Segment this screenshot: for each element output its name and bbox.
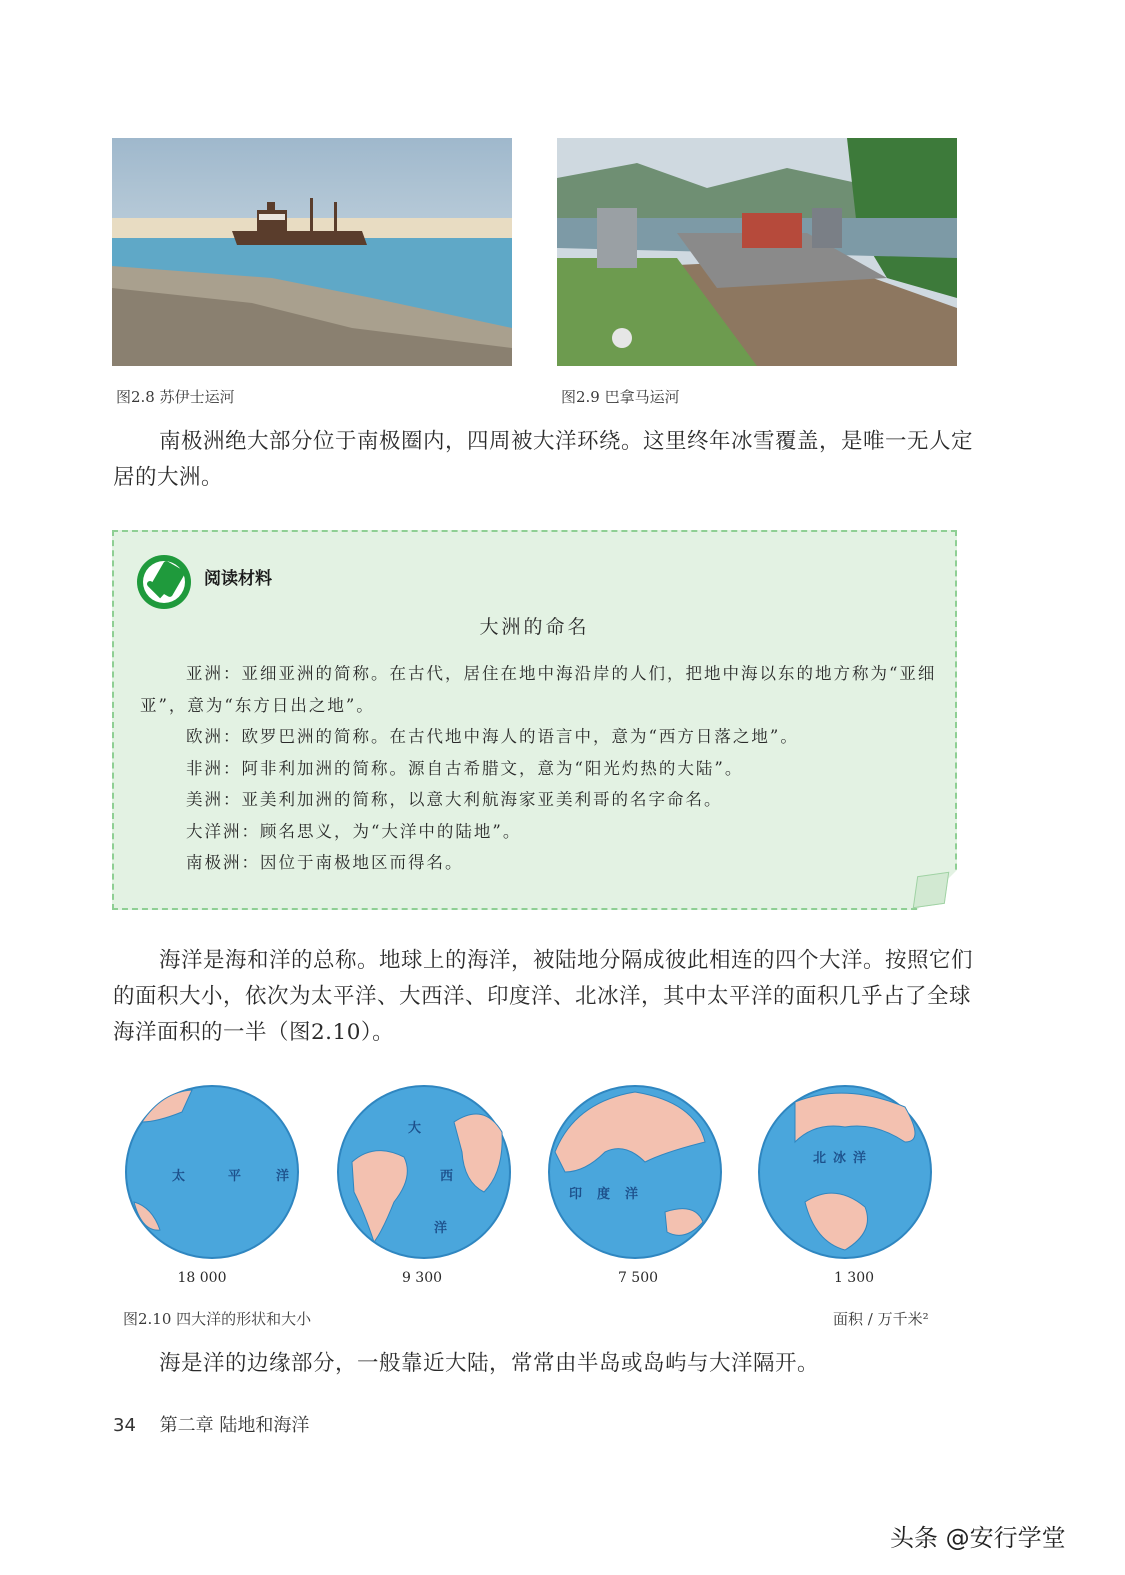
reading-line: 大洋洲：顾名思义，为“大洋中的陆地”。 <box>186 821 522 841</box>
seas-text: 海是洋的边缘部分，一般靠近大陆，常常由半岛或岛屿与大洋隔开。 <box>159 1351 820 1376</box>
chapter-title: 第二章 陆地和海洋 <box>159 1415 310 1436</box>
reading-box-body <box>140 658 940 879</box>
watermark: 头条 @安行学堂 <box>890 1524 1066 1552</box>
globe-area-value: 7 500 <box>617 1270 659 1286</box>
ocean-label-char: 西 <box>440 1169 454 1184</box>
ocean-label-char: 洋 <box>434 1221 448 1236</box>
ocean-label-char: 冰 <box>833 1151 847 1166</box>
globe-indian <box>545 1082 725 1262</box>
ocean-label-char: 平 <box>228 1169 242 1184</box>
reading-box-title: 阅读材料 <box>204 569 272 589</box>
suez-canal-photo <box>112 138 512 366</box>
ocean-label-char: 度 <box>597 1187 611 1202</box>
ocean-label-char: 印 <box>569 1187 583 1202</box>
seas-paragraph <box>113 1346 973 1382</box>
antarctica-text: 南极洲绝大部分位于南极圈内，四周被大洋环绕。这里终年冰雪覆盖，是唯一无人定居的大洲。 <box>113 429 974 490</box>
fig210-caption: 图2.10 四大洋的形状和大小 <box>123 1310 312 1328</box>
page-number: 34 <box>113 1415 136 1436</box>
fig29-caption: 图2.9 巴拿马运河 <box>561 388 680 406</box>
reading-line: 南极洲：因位于南极地区而得名。 <box>186 853 464 872</box>
page-fold-flap <box>913 872 949 908</box>
reading-line: 欧洲：欧罗巴洲的简称。在古代地中海人的语言中，意为“西方日落之地”。 <box>186 727 799 746</box>
globe-area-value: 9 300 <box>401 1270 443 1286</box>
globe-atlantic <box>334 1082 514 1262</box>
ocean-label-char: 洋 <box>853 1151 867 1166</box>
ocean-label-char: 太 <box>172 1169 186 1184</box>
reading-material-box <box>112 530 957 910</box>
reading-box-heading: 大洲的命名 <box>479 616 590 638</box>
page-footer <box>113 1411 309 1437</box>
reading-line: 美洲：亚美利加洲的简称，以意大利航海家亚美利哥的名字命名。 <box>186 790 723 809</box>
oceans-text: 海洋是海和洋的总称。地球上的海洋，被陆地分隔成彼此相连的四个大洋。按照它们的面积大小，依次为太平洋、大西洋、印度洋、北冰洋，其中太平洋的面积几乎占了全球海洋面积的一半（图2.10）。 <box>113 948 974 1045</box>
globe-arctic <box>755 1082 935 1262</box>
ocean-label-char: 洋 <box>276 1169 290 1184</box>
ocean-label-char: 大 <box>408 1121 422 1136</box>
oceans-paragraph <box>113 943 973 1051</box>
globe-pacific <box>122 1082 302 1262</box>
reading-icon <box>134 552 194 612</box>
fig28-caption: 图2.8 苏伊士运河 <box>116 388 235 406</box>
fig210-unit: 面积 / 万千米² <box>833 1310 929 1328</box>
antarctica-paragraph <box>113 424 973 496</box>
ocean-label-char: 洋 <box>625 1187 639 1202</box>
reading-line: 非洲：阿非利加洲的简称。源自古希腊文，意为“阳光灼热的大陆”。 <box>186 758 744 778</box>
ocean-label-char: 北 <box>813 1151 827 1166</box>
panama-canal-photo <box>557 138 957 366</box>
reading-line: 亚洲：亚细亚洲的简称。在古代，居住在地中海沿岸的人们，把地中海以东的地方称为“亚细亚”，意为“东方日出之地”。 <box>140 664 937 715</box>
globe-area-value: 18 000 <box>177 1270 227 1286</box>
globe-area-value: 1 300 <box>833 1270 875 1286</box>
